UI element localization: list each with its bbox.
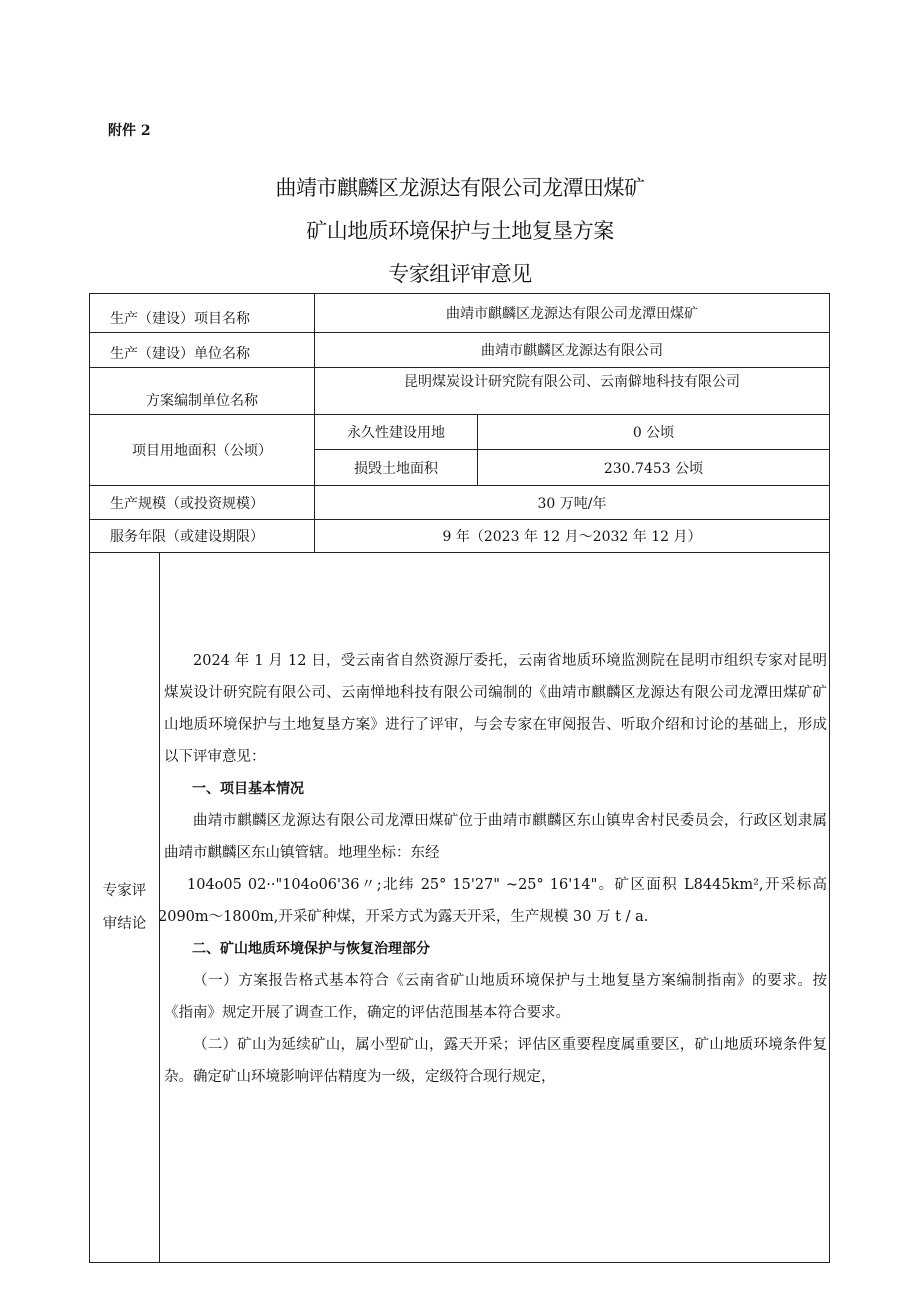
service-value: 9 年（2023 年 12 月～2032 年 12 月）	[315, 520, 830, 553]
row-compiler	[90, 368, 830, 415]
review-form-table	[89, 293, 830, 1263]
row-expert-opinion	[90, 553, 830, 1263]
land-area-label: 项目用地面积（公顷）	[90, 415, 315, 486]
opinion-label-line1: 专家评	[102, 882, 147, 899]
compiler-value: 昆明煤炭设计研究院有限公司、云南僻地科技有限公司	[315, 368, 830, 415]
scale-value: 30 万吨/年	[315, 486, 830, 520]
attachment-label: 附件 2	[108, 123, 151, 139]
heading-basic-info: 一、项目基本情况	[192, 781, 304, 797]
row-scale	[90, 486, 830, 520]
opinion-intro: 2024 年 1 月 12 日，受云南省自然资源厅委托，云南省地质环境监测院在昆明市组织专家对昆明煤炭设计研究院有限公司、云南惮地科技有限公司编制的《曲靖市麒麟区龙源达有限公司龙潭田煤矿矿山地质环境保护与土地复垦方案》进行了评审，与会专家在审阅报告、听取介绍和讨论的基础上，形成以下评审意见：	[164, 653, 827, 765]
row-project-name	[90, 294, 830, 333]
title-line-1: 曲靖市麒麟区龙源达有限公司龙潭田煤矿	[275, 176, 645, 200]
heading-geo-environment: 二、矿山地质环境保护与恢复治理部分	[192, 941, 430, 957]
opinion-label	[90, 553, 160, 1263]
row-service-life	[90, 520, 830, 553]
title-line-2: 矿山地质环境保护与土地复垦方案	[306, 219, 614, 243]
title-line-3: 专家组评审意见	[388, 262, 532, 286]
row-permanent-land	[90, 415, 830, 450]
unit-name-label: 生产（建设）单位名称	[90, 333, 315, 368]
opinion-item-2: （二）矿山为延续矿山，属小型矿山，露天开采；评估区重要程度属重要区，矿山地质环境条件复杂。确定矿山环境影响评估精度为一级，定级符合现行规定，	[164, 1037, 827, 1085]
row-unit-name	[90, 333, 830, 368]
scale-label: 生产规模（或投资规模）	[90, 486, 315, 520]
service-label: 服务年限（或建设期限）	[90, 520, 315, 553]
damaged-land-value: 230.7453 公顷	[478, 450, 830, 486]
damaged-land-label: 损毁土地面积	[315, 450, 478, 486]
permanent-land-label: 永久性建设用地	[315, 415, 478, 450]
compiler-label: 方案编制单位名称	[90, 368, 315, 415]
opinion-label-line2: 审结论	[102, 915, 147, 932]
project-name-value: 曲靖市麒麟区龙源达有限公司龙潭田煤矿	[315, 294, 830, 333]
coordinates-text: 104o05 02··"104o06'36〃;北纬 25° 15'27" ~25° 16'14"。矿区面积 L8445km²,开采标高 2090m～1800m,开采矿种煤，开采方式为露天开采，生产规模 30 万 t / a.	[158, 877, 827, 925]
opinion-item-1: （一）方案报告格式基本符合《云南省矿山地质环境保护与土地复垦方案编制指南》的要求。按《指南》规定开展了调查工作，确定的评估范围基本符合要求。	[164, 973, 827, 1021]
permanent-land-value: 0 公顷	[478, 415, 830, 450]
unit-name-value: 曲靖市麒麟区龙源达有限公司	[315, 333, 830, 368]
opinion-body	[160, 553, 830, 1263]
project-name-label: 生产（建设）项目名称	[90, 294, 315, 333]
basic-info-text: 曲靖市麒麟区龙源达有限公司龙潭田煤矿位于曲靖市麒麟区东山镇卑舍村民委员会，行政区划隶属曲靖市麒麟区东山镇管辖。地理坐标：东经	[164, 813, 827, 861]
